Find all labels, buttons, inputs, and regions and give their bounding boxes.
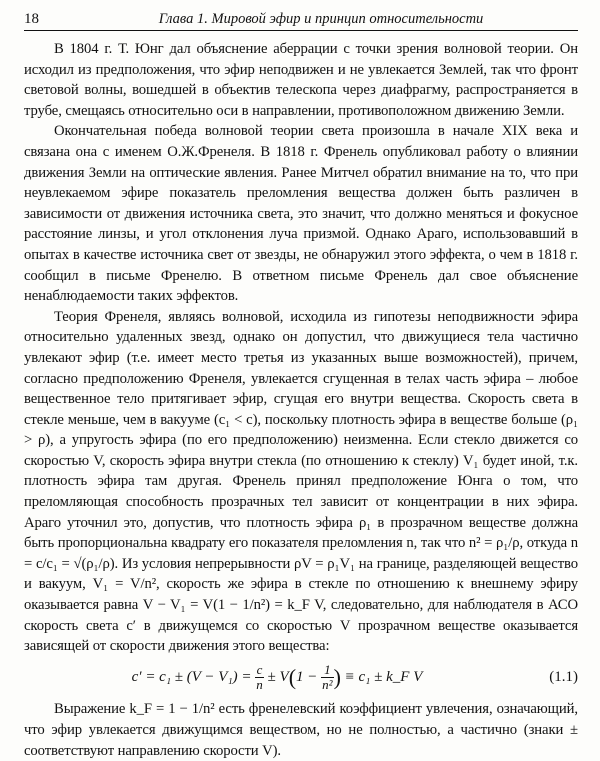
page-body xyxy=(24,39,578,761)
equation-one: 1 − xyxy=(296,668,318,685)
equation-rhs: ≡ c₁ ± k_F V xyxy=(344,668,423,685)
paragraph-fresnel-victory: Окончательная победа волновой теории света произошла в начале XIX века и связана она с именем О.Ж.Френеля. В 1818 г. Френель опубликовал работу о влиянии движения Земли на оптические явления. Ранее Митчел обратил внимание на то, что при неувлекаемом эфире показатель преломления вещества должен быть различен в зависимости от движения источника света, это значит, что должно меняться и фокусное расстояние линзы, и угол отклонения луча призмой. Однако Араго, использовавший в опытах в качестве источника свет от звезды, не обнаружил этого эффекта, о чем в 1818 г. сообщил в письме Френелю. В ответном письме Френель дал свое объяснение ненаблюдаемости таких эффектов. xyxy=(24,123,578,305)
paragraph-fresnel-theory: Теория Френеля, являясь волновой, исходила из гипотезы неподвижности эфира относительно удаленных звезд, однако он допустил, что движущиеся тела частично увлекают эфир (т.е. имеет место третья из указанных выше возможностей), причем, согласно предположению Френеля, увлекается сгущенная в телах часть эфира – любое вещественное тело притягивает эфир, сгущая его внутри вещества. Скорость света в стекле меньше, чем в вакууме (c₁ < c), поскольку плотность эфира в веществе больше (ρ₁ > ρ), а упругость эфира (по его предположению) неизменна. Если стекло движется со скоростью V, скорость эфира внутри стекла (по отношению к стеклу) V₁ будет иной, т.к. плотность эфира там другая. Френель принял предположение Юнга о том, что преломляющая способность прозрачных тел зависит от концентрации в них эфира. Араго уточнил это, допустив, что плотность эфира ρ₁ в прозрачном веществе должна быть пропорциональна квадрату его показателя преломления n, так что n² = ρ₁/ρ, откуда n = c/c₁ = √(ρ₁/ρ). Из условия непрерывности ρV = ρ₁V₁ на границе, разделяющей вещество и вакуум, V₁ = V/n², скорость же эфира в стекле по отношению к внешнему эфиру оказывается равна V − V₁ = V(1 − 1/n²) = k_F V, следовательно, для наблюдателя в АСО скорость света c′ в движущемся со скоростью V прозрачном веществе оказывается зависящей от скорости движения этого вещества: xyxy=(24,308,578,655)
fraction-numerator: c xyxy=(256,661,263,677)
equation-1-1 xyxy=(24,662,578,693)
paren-close: ) xyxy=(333,664,341,690)
fraction-denominator: n² xyxy=(322,676,333,692)
paren-open: ( xyxy=(288,664,297,690)
fraction-denominator: n xyxy=(256,676,263,692)
equation-middle: ± V xyxy=(267,668,289,685)
fraction-c-over-n xyxy=(255,663,264,692)
paragraph-fresnel-coefficient: Выражение k_F = 1 − 1/n² есть френелевский коэффициент увлечения, означающий, что эфир увлекается движущимся веществом, но не полностью, а частично (знаки ± соответствуют направлению скорости V). xyxy=(24,701,578,759)
equation-formula xyxy=(24,662,530,693)
paragraph-young: В 1804 г. Т. Юнг дал объяснение аберрации с точки зрения волновой теории. Он исходил из предположения, что эфир неподвижен и не увлекается Землей, так что фронт световой волны, вошедшей в объектив телескопа через диафрагму, распространяется в трубе, смещаясь относительно оси в направлении, противоположном движению Земли. xyxy=(24,41,578,119)
equation-number: (1.1) xyxy=(549,669,578,686)
page-number: 18 xyxy=(24,11,39,27)
fraction-numerator: 1 xyxy=(321,663,333,678)
chapter-title: Глава 1. Мировой эфир и принцип относительности xyxy=(158,11,484,27)
running-header xyxy=(24,10,578,31)
equation-lhs: c′ = c₁ ± (V − V₁) = xyxy=(131,668,252,685)
fraction-one-over-n-squared xyxy=(321,663,333,692)
